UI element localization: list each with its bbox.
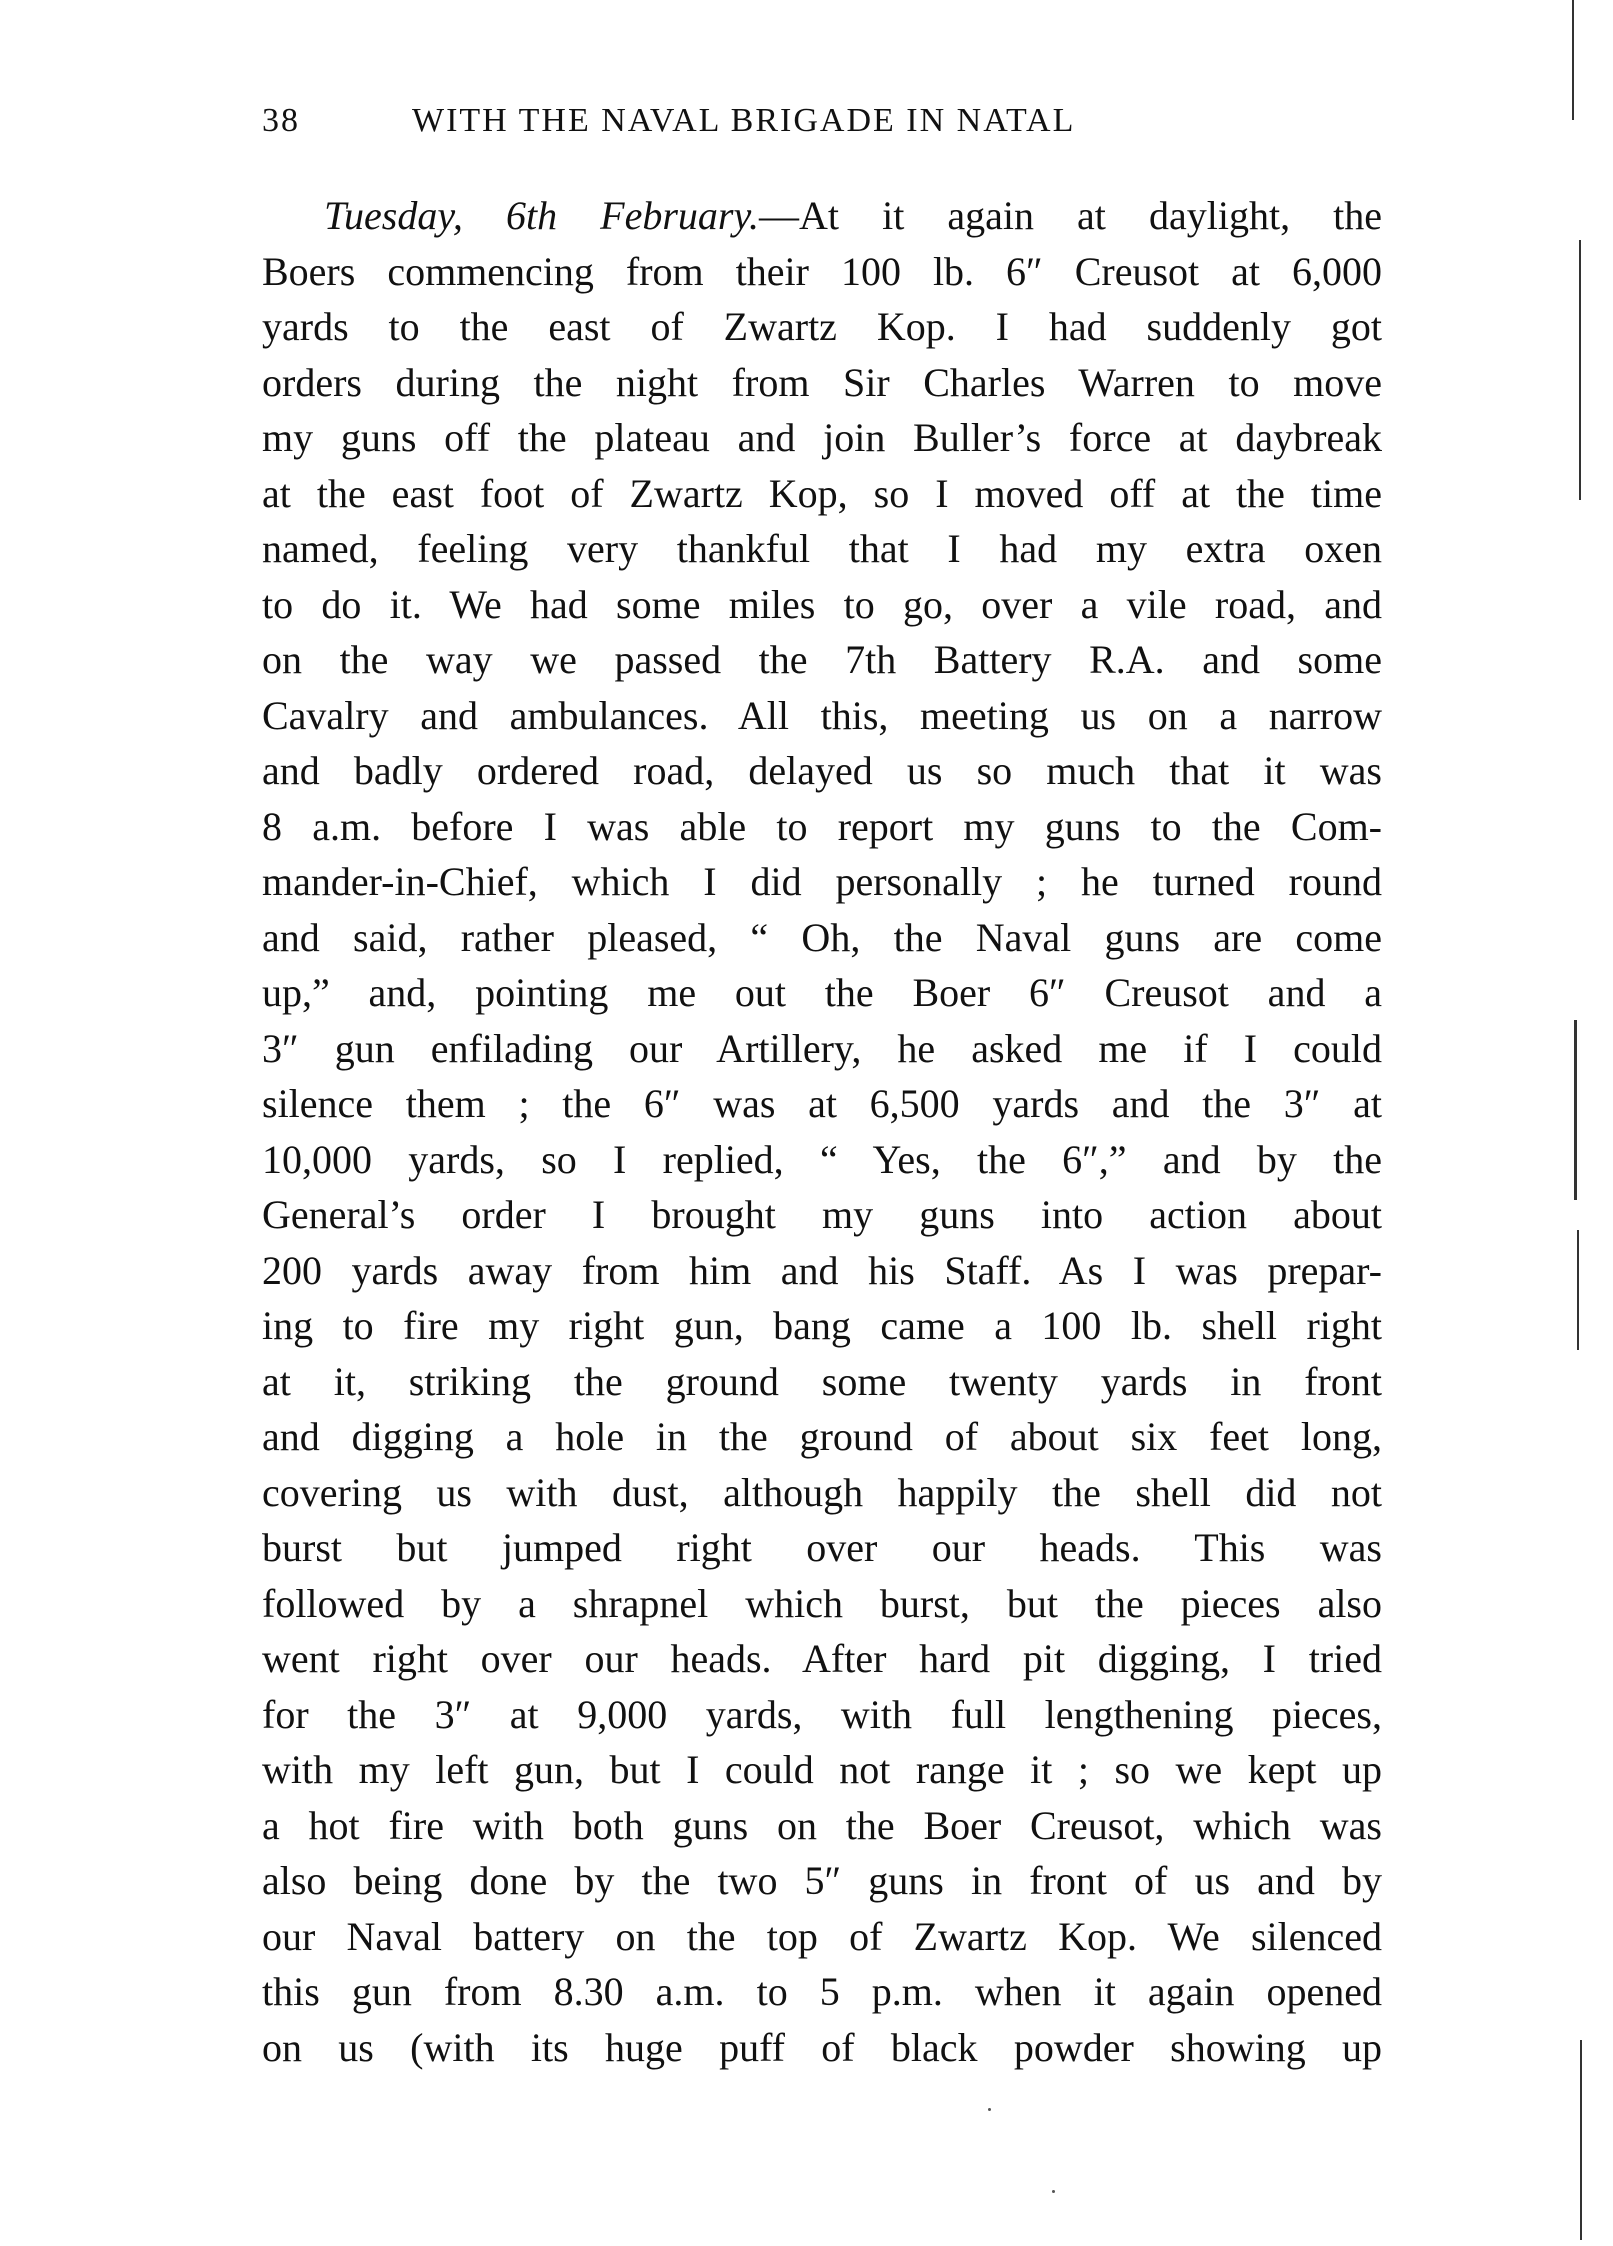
text-line-3: yards to the east of Zwartz Kop. I had suddenly got [262,304,1382,349]
text-line-34: on us (with its huge puff of black powder showing up [262,2024,1382,2070]
paper-speck [1052,2190,1055,2193]
text-line-7: named, feeling very thankful that I had my extra oxen [262,526,1382,571]
gutter-edge-mark [1572,0,1574,120]
text-line-5: my guns off the plateau and join Buller’s force at daybreak [262,415,1382,460]
date-heading: Tuesday, 6th February. [324,193,760,238]
gutter-edge-mark [1577,1230,1579,1350]
text-line-11: and badly ordered road, delayed us so much that it was [262,748,1382,793]
page-number: 38 [262,102,300,139]
text-line-22: at it, striking the ground some twenty yards in front [262,1358,1382,1404]
text-line-15: up,” and, pointing me out the Boer 6″ Creusot and a [262,970,1382,1015]
text-line-1-rest: —At it again at daylight, the [759,193,1382,238]
gutter-edge-mark [1580,2040,1582,2240]
text-line-27: went right over our heads. After hard pit digging, I tried [262,1636,1382,1681]
text-line-4: orders during the night from Sir Charles Warren to move [262,359,1382,405]
text-line-18: 10,000 yards, so I replied, “ Yes, the 6″,” and by the [262,1136,1382,1182]
text-line-9: on the way we passed the 7th Battery R.A. and some [262,637,1382,682]
text-line-17: silence them ; the 6″ was at 6,500 yards and the 3″ at [262,1081,1382,1126]
text-line-16: 3″ gun enfilading our Artillery, he asked me if I could [262,1025,1382,1071]
text-line-14: and said, rather pleased, “ Oh, the Naval guns are come [262,914,1382,960]
text-line-30: a hot fire with both guns on the Boer Creusot, which was [262,1802,1382,1848]
text-line-26: followed by a shrapnel which burst, but the pieces also [262,1580,1382,1626]
gutter-edge-mark [1574,1020,1577,1200]
text-line-23: and digging a hole in the ground of about six feet long, [262,1414,1382,1459]
text-line-6: at the east foot of Zwartz Kop, so I moved off at the time [262,470,1382,516]
text-line-29: with my left gun, but I could not range it ; so we kept up [262,1747,1382,1792]
text-line-24: covering us with dust, although happily the shell did not [262,1469,1382,1515]
text-line-13: mander-in-Chief, which I did personally ; he turned round [262,859,1382,904]
text-line-33: this gun from 8.30 a.m. to 5 p.m. when it again opened [262,1969,1382,2014]
body-text [262,188,1382,2075]
text-line-1 [262,188,1382,244]
text-line-19: General’s order I brought my guns into action about [262,1192,1382,1237]
text-line-31: also being done by the two 5″ guns in front of us and by [262,1858,1382,1903]
text-line-2: Boers commencing from their 100 lb. 6″ Creusot at 6,000 [262,248,1382,294]
running-head [262,102,1262,152]
text-line-10: Cavalry and ambulances. All this, meeting us on a narrow [262,692,1382,738]
text-line-8: to do it. We had some miles to go, over a vile road, and [262,581,1382,627]
gutter-edge-mark [1579,240,1581,500]
running-title: WITH THE NAVAL BRIGADE IN NATAL [412,102,1076,139]
text-line-12: 8 a.m. before I was able to report my guns to the Com- [262,803,1382,849]
text-line-20: 200 yards away from him and his Staff. As I was prepar- [262,1247,1382,1293]
text-line-25: burst but jumped right over our heads. This was [262,1525,1382,1570]
text-line-32: our Naval battery on the top of Zwartz Kop. We silenced [262,1913,1382,1959]
paper-speck [988,2108,991,2111]
text-line-21: ing to fire my right gun, bang came a 100 lb. shell right [262,1303,1382,1348]
text-line-28: for the 3″ at 9,000 yards, with full lengthening pieces, [262,1691,1382,1737]
